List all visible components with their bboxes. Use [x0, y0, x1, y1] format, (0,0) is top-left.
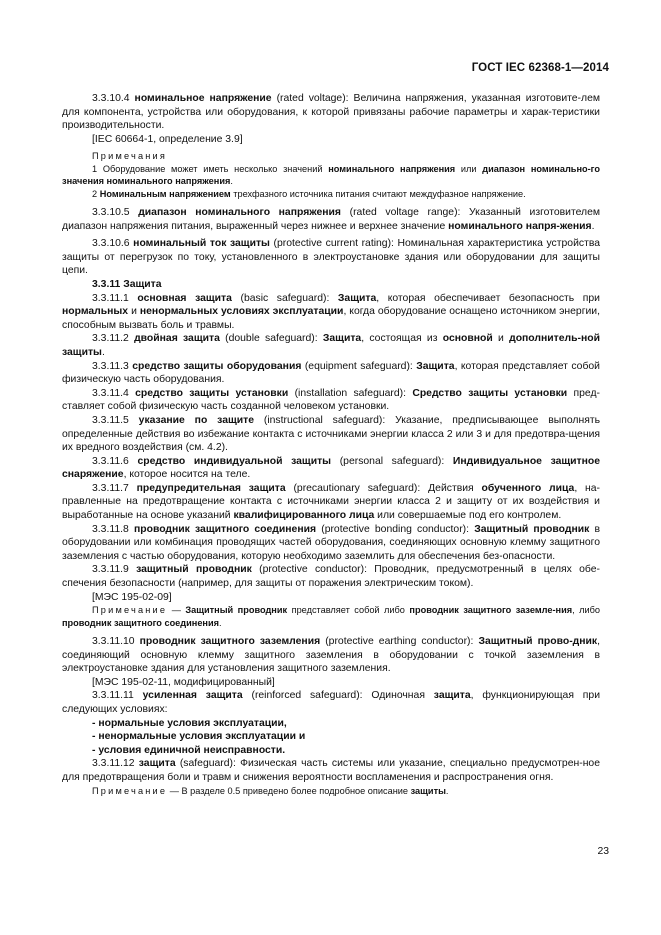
- clause-3-3-11-5: 3.3.11.5 указание по защите (instructional safeguard): Указание, предписывающее выполнять определенные действия во избежание контакта с источниками энергии класса 2 или 3 и для предотвра-щения их вредного воздействия (см. 4.2).: [62, 414, 600, 454]
- clause-3-3-10-4: 3.3.10.4 номинальное напряжение (rated voltage): Величина напряжения, указанная изготовите-лем для компонента, устройства или оборудования, к которой привязаны рабочие параметры и харак-теристики производительности.: [62, 93, 600, 132]
- reference: [МЭС 195-02-09]: [92, 591, 172, 603]
- clause-3-3-11-12: 3.3.11.12 защита (safeguard): Физическая часть системы или указание, специально предусмотрен-ное для предотвращения боли и травм и снижения вероятности воспламенения и распространения огня.: [62, 758, 600, 783]
- note-1: 1 Оборудование может иметь несколько значений номинального напряжения или диапазон номинально-го значения номинального напряжения.: [62, 163, 600, 187]
- section-heading-3-3-11: 3.3.11 Защита: [92, 278, 162, 290]
- reference: [IEC 60664-1, определение 3.9]: [92, 133, 243, 145]
- clause-3-3-11-10: 3.3.11.10 проводник защитного заземления (protective earthing conductor): Защитный прово-дник, соединяющий основную клемму защитного заземления в оборудовании с точкой заземления в электроустановке здания для установления защитного заземления.: [62, 636, 601, 675]
- clause-3-3-10-5: 3.3.10.5 диапазон номинального напряжения (rated voltage range): Указанный изготовителем диапазон напряжения питания, выраженный через нижнее и верхнее значение номинального напря-жения.: [62, 207, 601, 232]
- note: Примечание — Защитный проводник представляет собой либо проводник защитного заземле-ния, либо проводник защитного соединения.: [62, 605, 600, 628]
- page-content: [62, 92, 600, 797]
- reference: [МЭС 195-02-11, модифицированный]: [92, 676, 275, 688]
- list-item: - нормальные условия эксплуатации,: [92, 717, 287, 729]
- note-2: 2 Номинальным напряжением трехфазного источника питания считают междуфазное напряжение.: [92, 188, 526, 199]
- clause-3-3-11-7: 3.3.11.7 предупредительная защита (precautionary safeguard): Действия обученного лица, на-правленные на предотвращение контакта с источниками энергии класса 2 и защиту от их воздействия и выработанные на основе указаний квалифицированного лица или совершаемые под его контролем.: [62, 482, 601, 522]
- final-note: Примечание — В разделе 0.5 приведено более подробное описание защиты.: [92, 785, 449, 796]
- clause-3-3-11-4: 3.3.11.4 средство защиты установки (installation safeguard): Средство защиты установки пред-ставляет собой физическую часть созданной человеком установки.: [62, 387, 600, 413]
- notes-title: Примечания: [92, 151, 168, 162]
- list-item: - ненормальные условия эксплуатации и: [92, 731, 306, 743]
- clause-3-3-10-6: 3.3.10.6 номинальный ток защиты (protective current rating): Номинальная характеристика устройства защиты от перегрузок по току, установленного в электроустановке здания или оборудовании для защиты цепи.: [62, 238, 601, 277]
- clause-3-3-11-6: 3.3.11.6 средство индивидуальной защиты (personal safeguard): Индивидуальное защитное снаряжение, которое носится на теле.: [62, 455, 601, 481]
- clause-3-3-11-1: 3.3.11.1 основная защита (basic safeguard): Защита, которая обеспечивает безопасность при нормальных и ненормальных условиях эксплуатации, когда оборудование оснащено источником энергии, способным вызвать боль и травмы.: [62, 292, 600, 331]
- standard-code: ГОСТ IEC 62368-1—2014: [471, 62, 609, 74]
- term: номинальное напряжение: [134, 93, 272, 104]
- clause-3-3-11-2: 3.3.11.2 двойная защита (double safeguard): Защита, состоящая из основной и дополнитель-ной защиты.: [62, 333, 600, 358]
- clause-3-3-11-3: 3.3.11.3 средство защиты оборудования (equipment safeguard): Защита, которая представляет собой физическую часть оборудования.: [62, 360, 600, 386]
- clause-3-3-11-8: 3.3.11.8 проводник защитного соединения (protective bonding conductor): Защитный проводник в оборудовании или комбинация проводящих частей оборудования, соединяющих основную клемму защитного заземления с частью оборудования, которую необходимо заземлить для обеспечения без-опасности.: [62, 523, 601, 562]
- clause-3-3-11-11: 3.3.11.11 усиленная защита (reinforced safeguard): Одиночная защита, функционирующая при следующих условиях:: [62, 690, 601, 715]
- list-item: - условия единичной неисправности.: [92, 744, 286, 756]
- clause-3-3-11-9: 3.3.11.9 защитный проводник (protective conductor): Проводник, предусмотренный в целях обе-спечения безопасности (например, для защиты от поражения электрическим током).: [62, 564, 601, 590]
- page-number: 23: [597, 846, 609, 857]
